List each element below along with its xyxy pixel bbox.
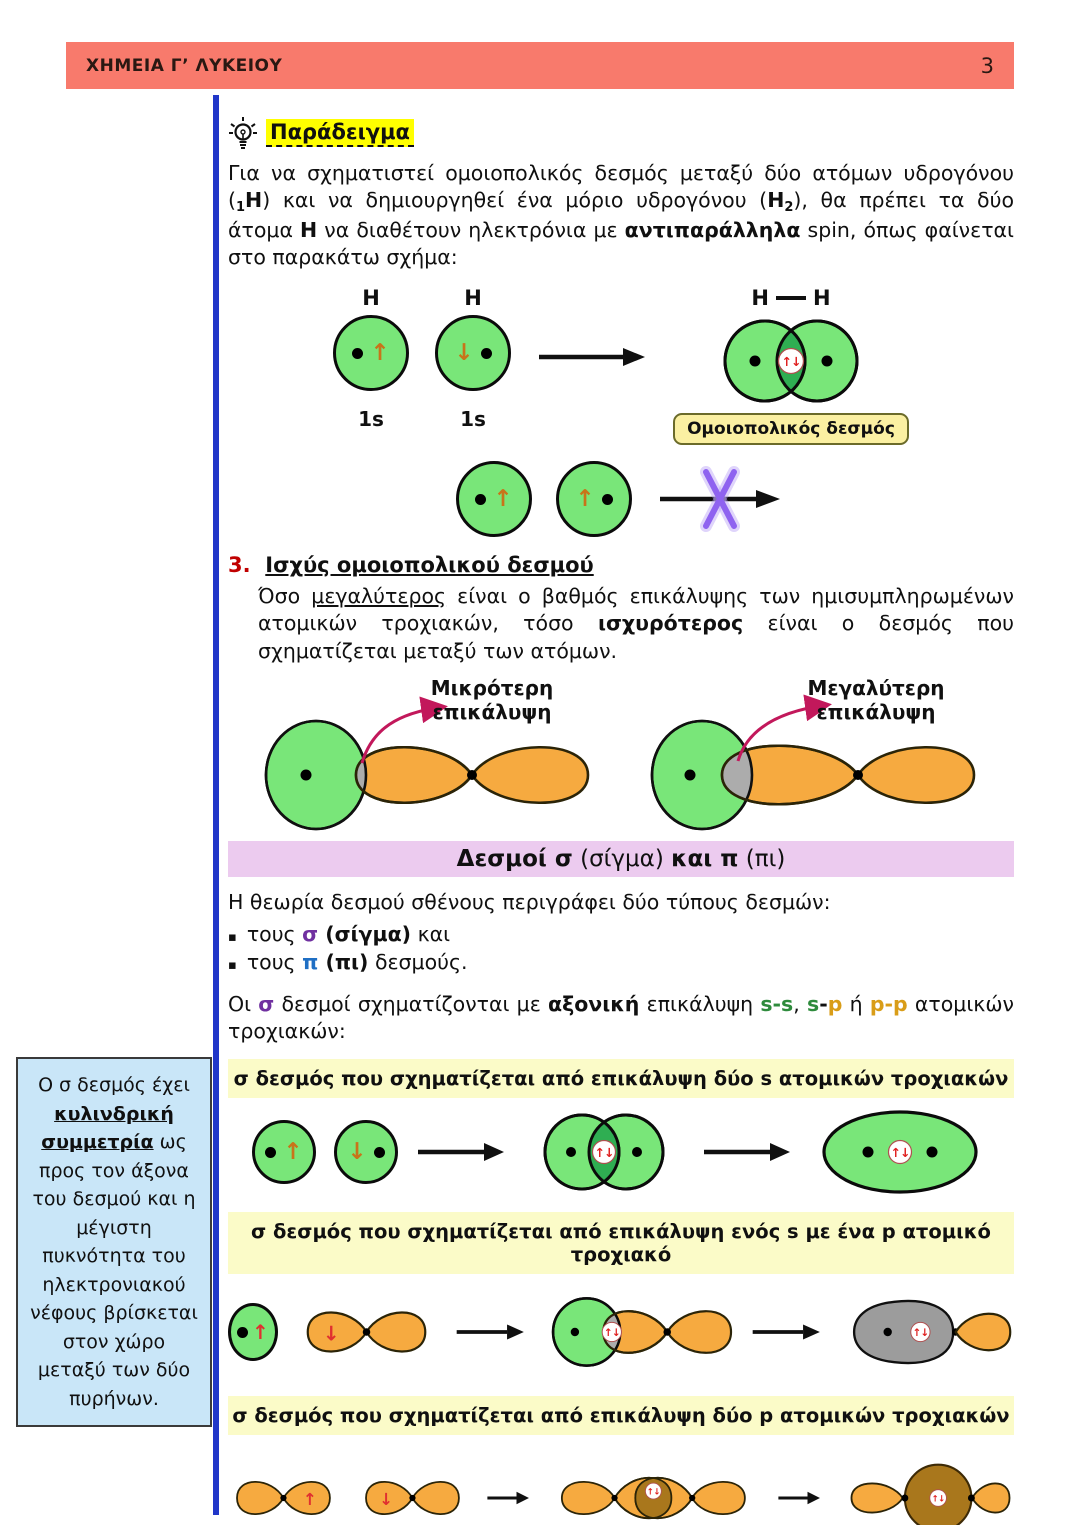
sigma-pi-banner: Δεσμοί σ (σίγμα) και π (πι) [228, 841, 1014, 877]
nucleus-dot [352, 348, 363, 359]
reaction-arrow-icon [777, 1487, 821, 1509]
orbital-label: 1s [358, 407, 384, 432]
bullet-icon: ▪ [228, 958, 237, 974]
large-overlap-label-line1: Μεγαλύτερη [807, 675, 945, 700]
spin-up-arrow: ↑ [370, 339, 390, 366]
nucleus-dot [475, 494, 486, 505]
s-orbital [456, 461, 532, 537]
sp-bond-banner: σ δεσμός που σχηματίζεται από επικάλυψη ενός s με ένα p ατομικό τροχιακό [228, 1212, 1014, 1274]
reaction-arrow-icon [455, 1321, 526, 1343]
reaction-arrow-icon [751, 1321, 822, 1343]
pi-bullet [228, 948, 1014, 976]
paired-electrons: ↑↓ [594, 1145, 614, 1161]
small-overlap-figure [244, 673, 612, 831]
spin-down-arrow: ↓ [454, 339, 474, 366]
paired-electrons: ↑↓ [912, 1327, 929, 1340]
paired-electrons: ↑↓ [931, 1494, 945, 1505]
reaction-arrow-icon [416, 1141, 506, 1163]
example-title: Παράδειγμα [266, 119, 414, 147]
orbital-label: 1s [460, 407, 486, 432]
ss-bond-diagram [228, 1106, 1014, 1198]
atom-label: H [464, 286, 482, 311]
page-header [66, 42, 1014, 89]
h-right: H [812, 286, 831, 311]
valence-theory-intro: Η θεωρία δεσμού σθένους περιγράφει δύο τύπους δεσμών: [228, 889, 831, 914]
nucleus-dot [602, 494, 613, 505]
spin-up-arrow: ↑ [575, 485, 595, 512]
overlap-comparison-diagram [228, 673, 1014, 831]
s-orbital [556, 461, 632, 537]
sp-bond-diagram [228, 1282, 1014, 1382]
sigma-bullet-text: τους σ (σίγμα) και [246, 922, 451, 947]
nucleus-dot [265, 1147, 276, 1158]
spin-down-arrow: ↓ [322, 1321, 340, 1346]
paired-electrons: ↑↓ [781, 354, 801, 370]
content-column [228, 112, 1014, 1525]
section-number: 3. [228, 553, 251, 578]
parallel-spin-diagram [228, 461, 1014, 537]
lightbulb-icon [228, 116, 258, 150]
ss-bond-banner: σ δεσμός που σχηματίζεται από επικάλυψη δύο s ατομικών τροχιακών [228, 1059, 1014, 1098]
overlapping-s-orbitals [524, 1106, 684, 1198]
reaction-arrow-icon [537, 345, 647, 369]
p-orbital [228, 1460, 339, 1525]
pi-bullet-text: τους π (πι) δεσμούς. [246, 950, 468, 975]
bond-line [776, 296, 806, 300]
sigma-bullet [228, 920, 1014, 948]
pp-bond-diagram [228, 1443, 1014, 1525]
s-orbital [228, 1303, 278, 1361]
spin-up-arrow: ↑ [251, 1320, 269, 1345]
spin-up-arrow: ↑ [302, 1490, 317, 1510]
spin-up-arrow: ↑ [283, 1138, 303, 1165]
pp-bond-banner: σ δεσμός που σχηματίζεται από επικάλυψη δύο p ατομικών τροχιακών [228, 1396, 1014, 1435]
overlapping-s-orbitals [701, 315, 881, 407]
section-3-paragraph: Όσο μεγαλύτερος είναι ο βαθμός επικάλυψης των ημισυμπληρωμένων ατομικών τροχιακών, τόσο ισχυρότερος είναι ο δεσμός που σχηματίζεται μεταξύ των ατόμων. [258, 584, 1015, 663]
paired-electrons: ↑↓ [647, 1487, 661, 1498]
s-orbital [252, 1120, 316, 1184]
document-title: ΧΗΜΕΙΑ Γ’ ΛΥΚΕΙΟΥ [86, 55, 283, 76]
h-atom-2 [435, 281, 511, 431]
p-orbital [357, 1460, 468, 1525]
sigma-sp-molecular-orbital [839, 1282, 1014, 1382]
s-orbital [435, 315, 511, 391]
note-text: Ο σ δεσμός έχει κυλινδρική συμμετρία ως προς τον άξονα του δεσμού και η μέγιστη πυκνότητα του ηλεκτρονιακού νέφους βρίσκεται στον χώρο μεταξύ των δύο πυρήνων. [30, 1074, 198, 1410]
nucleus-dot [481, 348, 492, 359]
h-atom-1 [333, 281, 409, 431]
sigma-pp-molecular-orbital [839, 1443, 1014, 1525]
atom-label: H [362, 286, 380, 311]
covalent-bond-callout: Ομοιοπολικός δεσμός [673, 413, 909, 445]
small-overlap-label-line2: επικάλυψη [432, 699, 552, 724]
small-overlap-label-line1: Μικρότερη [430, 675, 554, 700]
h-left: H [751, 286, 769, 311]
large-overlap-figure [630, 673, 998, 831]
overlapping-pp-orbitals [548, 1446, 759, 1525]
spin-down-arrow: ↓ [347, 1138, 367, 1165]
sigma-ss-molecular-orbital [810, 1106, 990, 1198]
sigma-note-box [16, 1057, 212, 1427]
nucleus-dot [374, 1147, 385, 1158]
h2-bond-diagram [228, 281, 1014, 445]
h2-molecule [673, 281, 909, 445]
bullet-icon: ▪ [228, 930, 237, 946]
overlapping-sp-orbitals [543, 1282, 733, 1382]
nucleus-dot [237, 1327, 248, 1338]
reaction-arrow-icon [702, 1141, 792, 1163]
example-heading [228, 116, 1014, 150]
section-3-heading [228, 553, 1014, 577]
p-orbital [296, 1294, 437, 1370]
crossed-arrow-icon [656, 464, 786, 534]
example-paragraph: Για να σχηματιστεί ομοιοπολικός δεσμός μεταξύ δύο ατόμων υδρογόνου $(_1H)$ και να δημιουργηθεί ένα μόριο υδρογόνου $(H_2)$, θα πρέπει τα δύο άτομα H να διαθέτουν ηλεκτρόνια με αντιπαράλληλα spin, όπως φαίνεται στο παρακάτω σχήμα: [228, 161, 1014, 269]
spin-up-arrow: ↑ [493, 485, 513, 512]
large-overlap-label-line2: επικάλυψη [816, 699, 936, 724]
molecule-label [751, 281, 830, 315]
paired-electrons: ↑↓ [604, 1327, 620, 1340]
page-number: 3 [980, 53, 994, 78]
paired-electrons: ↑↓ [890, 1145, 910, 1161]
margin-rule [213, 95, 219, 1515]
section-title: Ισχύς ομοιοπολικού δεσμού [265, 553, 594, 578]
reaction-arrow-icon [486, 1487, 530, 1509]
spin-down-arrow: ↓ [379, 1490, 394, 1510]
s-orbital [334, 1120, 398, 1184]
axial-overlap-paragraph: Οι σ δεσμοί σχηματίζονται με αξονική επικάλυψη s-s, s-p ή p-p ατομικών τροχιακών: [228, 991, 1014, 1043]
s-orbital [333, 315, 409, 391]
